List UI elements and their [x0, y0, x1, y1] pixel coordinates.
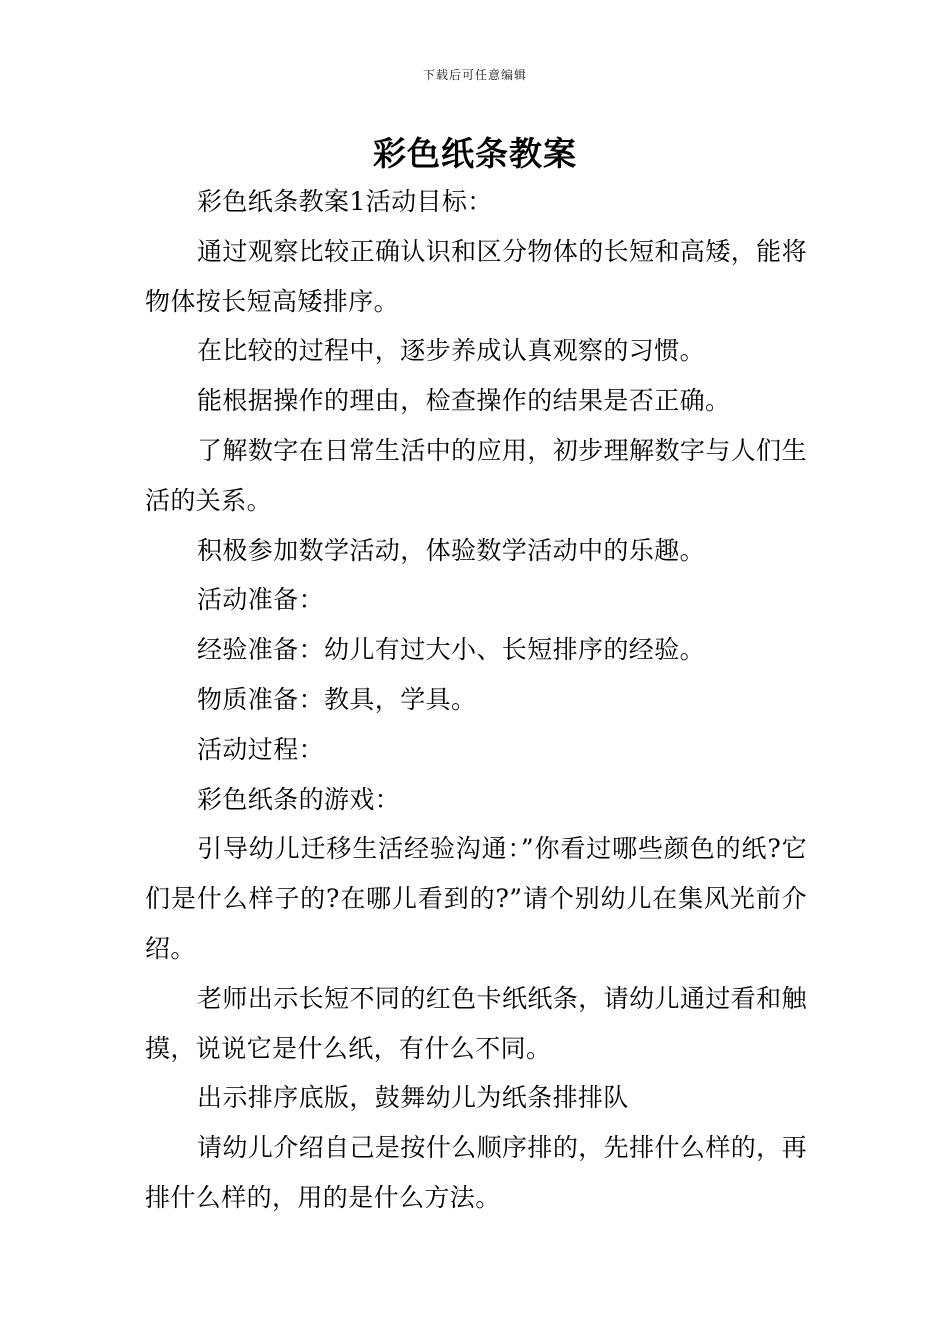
paragraph: 物质准备：教具，学具。	[197, 684, 477, 714]
paragraph: 活动准备：	[197, 585, 325, 615]
paragraph: 活动过程：	[197, 734, 325, 764]
paragraph: 在比较的过程中，逐步养成认真观察的习惯。	[197, 336, 706, 366]
document-body	[145, 177, 807, 1223]
paragraph: 了解数字在日常生活中的应用，初步理解数字与人们生活的关系。	[145, 435, 807, 515]
paragraph: 积极参加数学活动，体验数学活动中的乐趣。	[197, 535, 706, 565]
paragraph: 经验准备：幼儿有过大小、长短排序的经验。	[197, 635, 706, 665]
paragraph: 出示排序底版，鼓舞幼儿为纸条排排队	[197, 1083, 629, 1113]
paragraph: 请幼儿介绍自己是按什么顺序排的，先排什么样的，再排什么样的，用的是什么方法。	[145, 1133, 807, 1212]
paragraph: 彩色纸条教案1活动目标：	[197, 187, 493, 216]
paragraph: 能根据操作的理由，检查操作的结果是否正确。	[197, 386, 731, 416]
paragraph: 老师出示长短不同的红色卡纸纸条，请幼儿通过看和触摸，说说它是什么纸，有什么不同。	[145, 983, 807, 1063]
paragraph: 通过观察比较正确认识和区分物体的长短和高矮，能将物体按长短高矮排序。	[145, 236, 807, 316]
paragraph: 引导幼儿迁移生活经验沟通：”你看过哪些颜色的纸?它们是什么样子的?在哪儿看到的?”请个别幼儿在集风光前介绍。	[145, 834, 807, 963]
paragraph: 彩色纸条的游戏：	[197, 784, 401, 814]
document-title: 彩色纸条教案	[373, 134, 577, 173]
header-note: 下载后可任意编辑	[422, 68, 527, 82]
